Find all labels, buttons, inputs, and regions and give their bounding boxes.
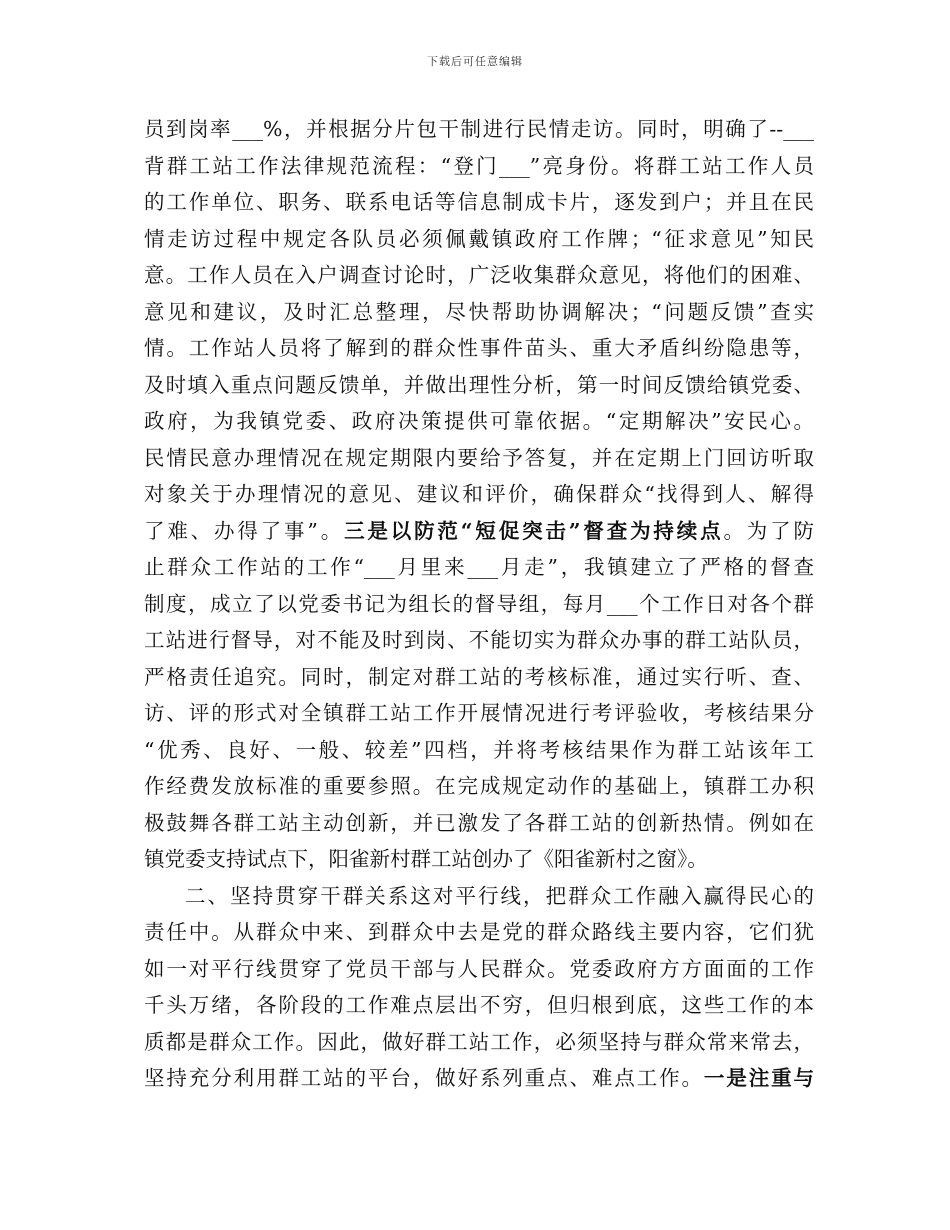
bold-heading-run: 一是注重与	[703, 1066, 815, 1090]
text-line-15	[144, 622, 814, 659]
text-run: 工站进行督导，对不能及时到岗、不能切实为群众办事的群工站队员，	[144, 628, 814, 652]
text-run: 严格责任追究。同时，制定对群工站的考核标准，通过实行听、查、	[144, 664, 814, 689]
bold-heading-run: 三是以防范“短促突击”督查为持续点	[344, 518, 724, 543]
text-run: 意见和建议，及时汇总整理，尽快帮助协调解决；“问题反馈”查实	[144, 299, 814, 324]
text-run: 政府，为我镇党委、政府决策提供可靠依据。“定期解决”安民心。	[144, 409, 814, 433]
text-run: 作经费发放标准的重要参照。在完成规定动作的基础上，镇群工办积	[144, 774, 814, 798]
text-line-11	[144, 476, 814, 513]
text-line-4	[144, 221, 814, 258]
text-line-20	[144, 805, 814, 842]
text-line-25	[144, 987, 814, 1024]
text-run: 情。工作站人员将了解到的群众性事件苗头、重大矛盾纠纷隐患等，	[144, 336, 814, 360]
text-line-23	[144, 914, 814, 951]
text-line-3	[144, 184, 814, 221]
text-line-27	[144, 1060, 814, 1097]
text-line-16	[144, 659, 814, 696]
text-run: 对象关于办理情况的意见、建议和评价，确保群众“找得到人、解得	[144, 482, 814, 506]
text-run: 镇党委支持试点下，阳雀新村群工站创办了《阳雀新村之窗》。	[144, 847, 708, 871]
text-line-13	[144, 549, 814, 586]
text-run: 了难、办得了事”。	[144, 518, 345, 543]
text-run: 的工作单位、职务、联系电话等信息制成卡片，逐发到户；并且在民	[144, 190, 814, 214]
document-body	[144, 111, 814, 1097]
text-run: 民情民意办理情况在规定期限内要给予答复，并在定期上门回访听取	[144, 445, 814, 470]
text-run: 质都是群众工作。因此，做好群工站工作，必须坚持与群众常来常去，	[144, 1029, 814, 1054]
text-line-6	[144, 294, 814, 331]
text-line-2	[144, 148, 814, 185]
text-run: 。为了防	[723, 518, 814, 543]
text-run: 背群工站工作法律规范流程：“登门___”亮身份。将群工站工作人员	[144, 153, 814, 178]
text-run: 极鼓舞各群工站主动创新，并已激发了各群工站的创新热情。例如在	[144, 810, 814, 835]
text-line-5	[144, 257, 814, 294]
text-line-12	[144, 513, 814, 550]
text-line-26	[144, 1024, 814, 1061]
text-line-7	[144, 330, 814, 367]
text-run: 责任中。从群众中来、到群众中去是党的群众路线主要内容，它们犹	[144, 920, 814, 944]
text-run: 制度，成立了以党委书记为组长的督导组，每月___个工作日对各个群	[144, 591, 814, 616]
text-line-9	[144, 403, 814, 440]
section-heading-run: 二、坚持贯穿干群关系这对平行线，把群众工作融入赢得民心的	[185, 883, 814, 908]
text-line-22	[144, 878, 814, 915]
text-run: 止群众工作站的工作“___月里来___月走”，我镇建立了严格的督查	[144, 555, 814, 579]
text-line-18	[144, 732, 814, 769]
text-run: “优秀、良好、一般、较差”四档，并将考核结果作为群工站该年工	[144, 737, 814, 762]
text-line-10	[144, 440, 814, 477]
page-header-note: 下载后可任意编辑	[427, 55, 523, 68]
text-run: 访、评的形式对全镇群工站工作开展情况进行考评验收，考核结果分	[144, 701, 814, 725]
text-run: 坚持充分利用群工站的平台，做好系列重点、难点工作。	[144, 1066, 704, 1090]
text-run: 千头万绪，各阶段的工作难点层出不穷，但归根到底，这些工作的本	[144, 993, 814, 1017]
text-line-17	[144, 695, 814, 732]
text-line-8	[144, 367, 814, 404]
text-run: 情走访过程中规定各队员必须佩戴镇政府工作牌；“征求意见”知民	[144, 226, 814, 251]
text-run: 如一对平行线贯穿了党员干部与人民群众。党委政府方方面面的工作	[144, 956, 814, 981]
text-run: 员到岗率___%，并根据分片包干制进行民情走访。同时，明确了--___	[144, 117, 814, 141]
text-line-21	[144, 841, 814, 878]
text-run: 及时填入重点问题反馈单，并做出理性分析，第一时间反馈给镇党委、	[144, 372, 814, 397]
text-line-19	[144, 768, 814, 805]
text-line-1	[144, 111, 814, 148]
text-line-14	[144, 586, 814, 623]
text-line-24	[144, 951, 814, 988]
text-run: 意。工作人员在入户调查讨论时，广泛收集群众意见，将他们的困难、	[144, 263, 814, 287]
